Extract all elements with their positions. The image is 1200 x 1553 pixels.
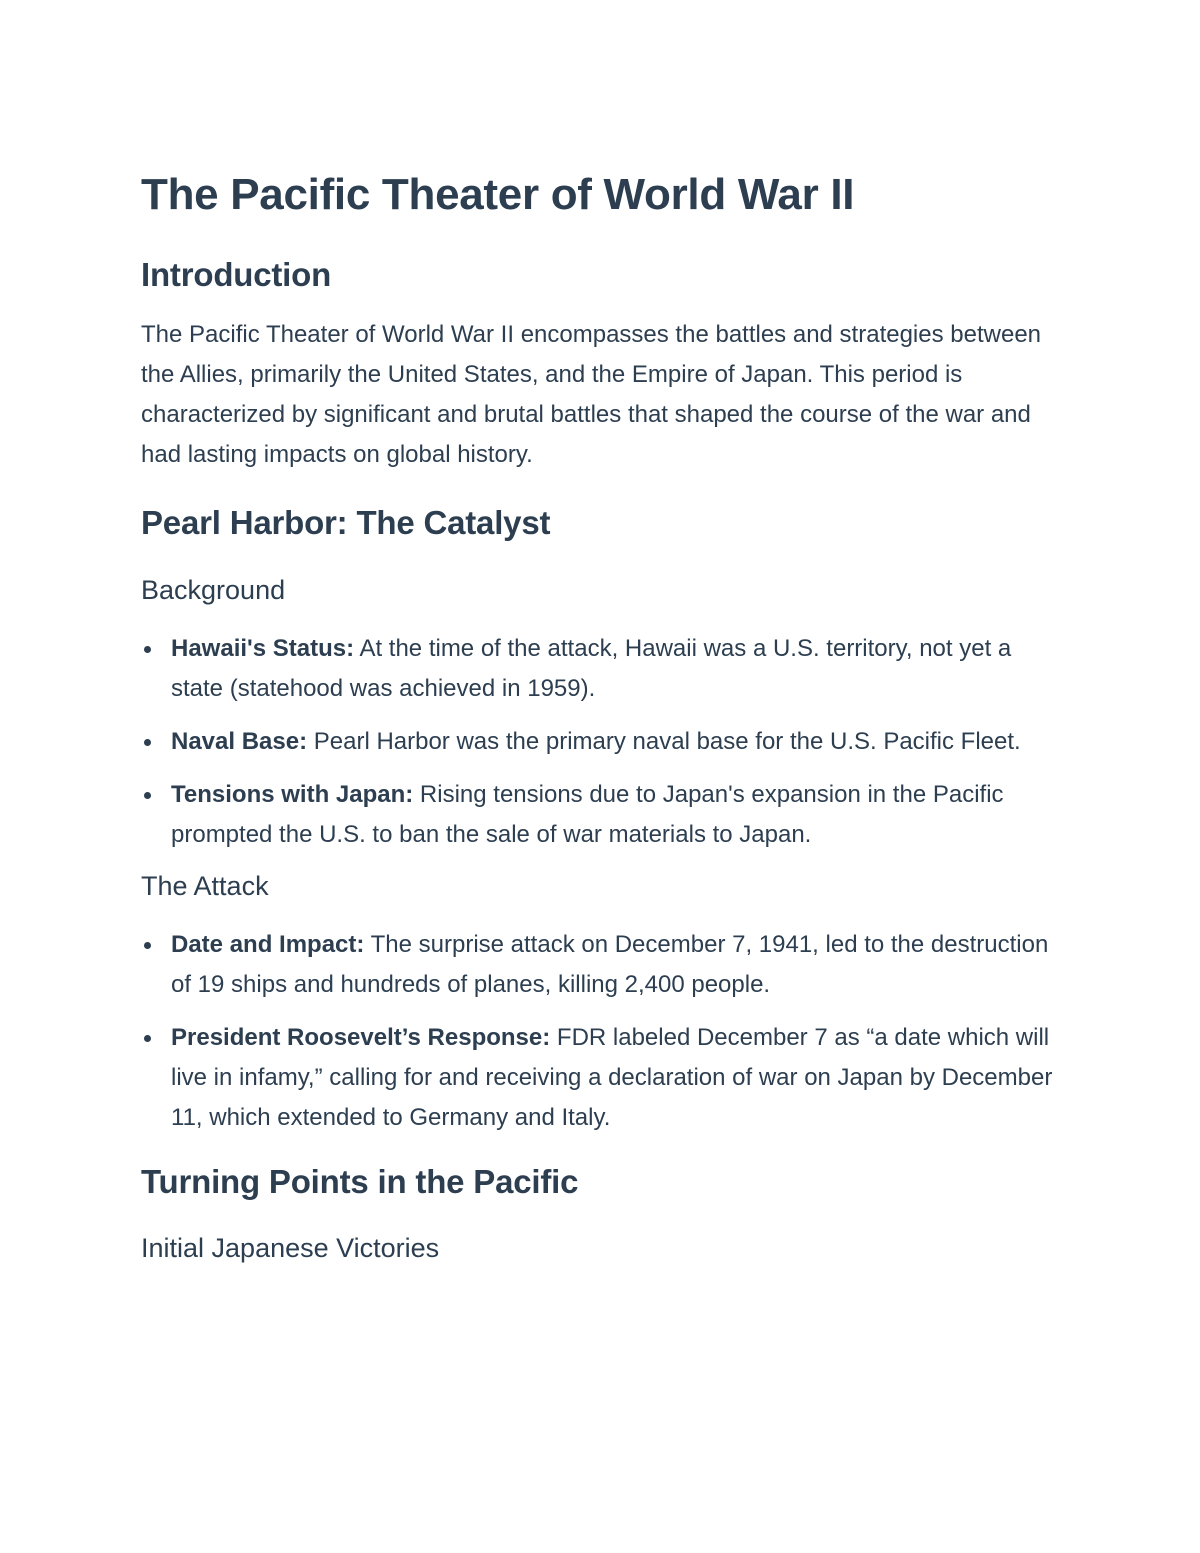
subheading-the-attack: The Attack xyxy=(141,871,269,901)
list-item-text: FDR labeled December 7 as “a date which will live in infamy,” calling for and receiving a declaration of war on Japan by December 11, which extended to Germany and Italy. xyxy=(171,1024,1053,1131)
bullet-icon xyxy=(144,739,151,746)
list-item-text: Pearl Harbor was the primary naval base for the U.S. Pacific Fleet. xyxy=(307,728,1021,755)
introduction-paragraph: The Pacific Theater of World War II encompasses the battles and strategies between the Allies, primarily the United States, and the Empire of Japan. This period is characterized by significant and brutal battles that shaped the course of the war and had lasting impacts on global history. xyxy=(141,321,1042,468)
list-item-text: Rising tensions due to Japan's expansion in the Pacific prompted the U.S. to ban the sale of war materials to Japan. xyxy=(171,781,1004,848)
document-page xyxy=(141,168,1061,1265)
list-item-text: The surprise attack on December 7, 1941, led to the destruction of 19 ships and hundreds of planes, killing 2,400 people. xyxy=(171,931,1049,998)
heading-introduction: Introduction xyxy=(141,256,332,293)
list-item-term: Hawaii's Status: xyxy=(171,635,355,662)
bullet-icon xyxy=(144,646,151,653)
list-item-term: President Roosevelt’s Response: xyxy=(171,1024,551,1051)
bullet-icon xyxy=(144,1035,151,1042)
bullet-icon xyxy=(144,792,151,799)
list-item-term: Naval Base: xyxy=(171,728,308,755)
heading-pearl-harbor: Pearl Harbor: The Catalyst xyxy=(141,504,551,541)
background-list xyxy=(141,629,1061,855)
attack-list xyxy=(141,925,1061,1138)
list-item-term: Date and Impact: xyxy=(171,931,365,958)
list-item xyxy=(141,722,1061,762)
document-title: The Pacific Theater of World War II xyxy=(141,170,855,219)
list-item-term: Tensions with Japan: xyxy=(171,781,414,808)
list-item-text: At the time of the attack, Hawaii was a U.S. territory, not yet a state (statehood was achieved in 1959). xyxy=(171,635,1012,702)
subheading-initial-victories: Initial Japanese Victories xyxy=(141,1233,440,1263)
list-item xyxy=(141,1018,1061,1138)
list-item xyxy=(141,629,1061,709)
list-item xyxy=(141,775,1061,855)
subheading-background: Background xyxy=(141,575,286,605)
list-item xyxy=(141,925,1061,1005)
bullet-icon xyxy=(144,942,151,949)
heading-turning-points: Turning Points in the Pacific xyxy=(141,1163,579,1200)
